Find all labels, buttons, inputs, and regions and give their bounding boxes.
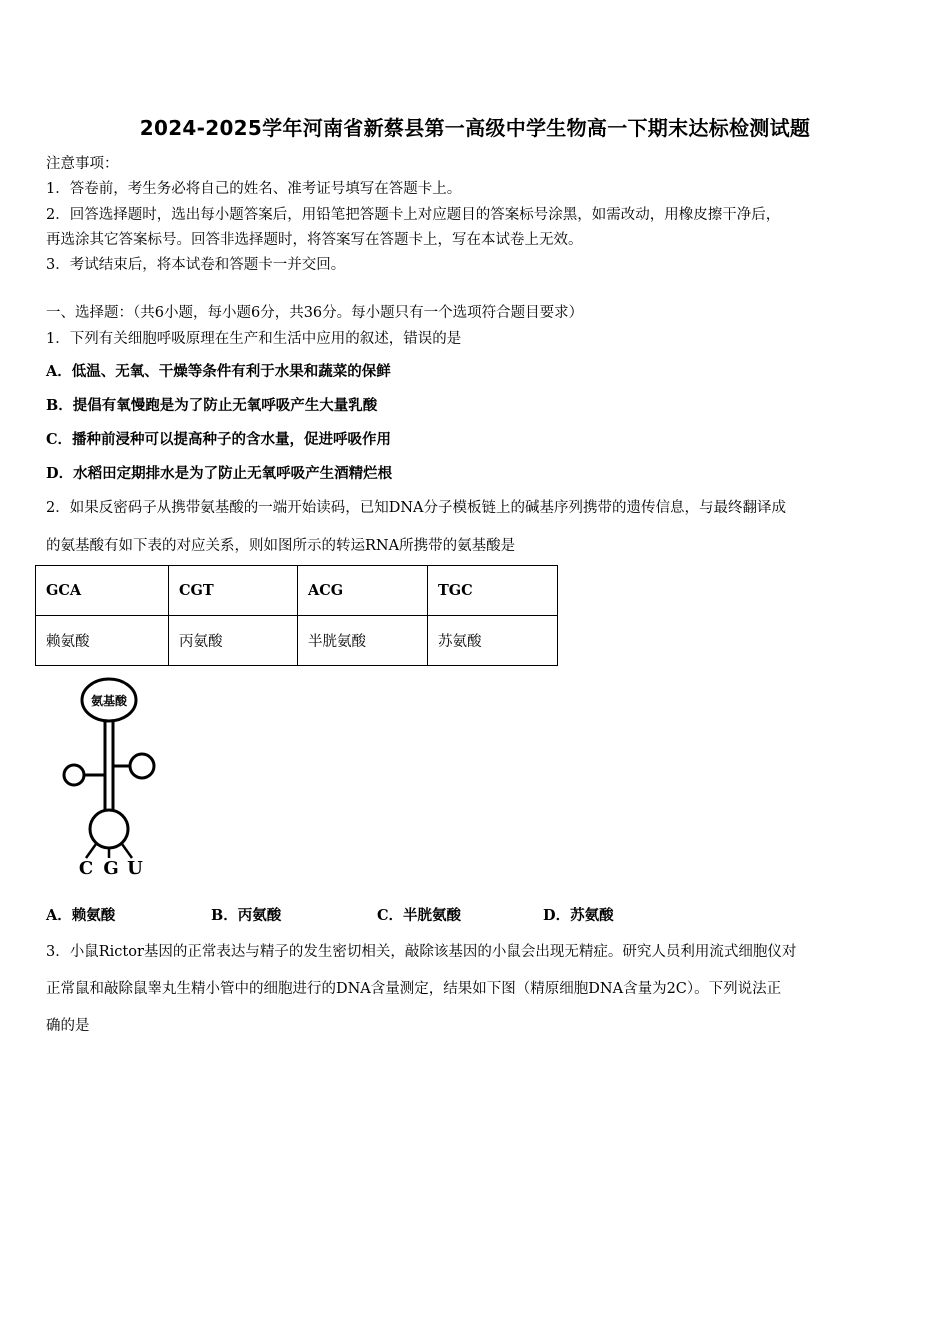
table-cell-amino-acid: 苏氨酸: [428, 616, 558, 666]
trna-left-loop: [64, 765, 84, 785]
question-2-option-a: A．赖氨酸: [46, 907, 116, 924]
amino-acid-label: 氨基酸: [90, 694, 128, 708]
section-heading: 一、选择题：（共6小题，每小题6分，共36分。每小题只有一个选项符合题目要求）: [46, 305, 584, 321]
question-1-stem: 1．下列有关细胞呼吸原理在生产和生活中应用的叙述，错误的是: [46, 331, 462, 347]
question-3-stem-line: 正常鼠和敲除鼠睾丸生精小管中的细胞进行的DNA含量测定，结果如下图（精原细胞DNA含量为2C）。下列说法正: [46, 981, 782, 997]
anticodon-base: U: [127, 858, 143, 879]
anticodon-loop: [90, 810, 128, 848]
question-1-option-c: C．播种前浸种可以提高种子的含水量，促进呼吸作用: [46, 431, 392, 448]
trna-right-loop: [130, 754, 154, 778]
table-cell-amino-acid: 赖氨酸: [36, 616, 169, 666]
question-2-option-b: B．丙氨酸: [211, 907, 282, 924]
anticodon-leg: [86, 844, 96, 858]
anticodon-base: C: [78, 858, 94, 879]
question-2-options: [46, 904, 614, 925]
question-3-stem-line: 确的是: [46, 1018, 90, 1034]
question-1-option-b: B．提倡有氧慢跑是为了防止无氧呼吸产生大量乳酸: [46, 397, 378, 414]
table-cell-codon: CGT: [169, 566, 298, 616]
codon-table: [35, 565, 558, 666]
anticodon-base: G: [103, 858, 119, 879]
notice-item: 2．回答选择题时，选出每小题答案后，用铅笔把答题卡上对应题目的答案标号涂黑，如需改动，用橡皮擦干净后，: [46, 207, 781, 223]
table-cell-amino-acid: 半胱氨酸: [298, 616, 428, 666]
question-3-stem-line: 3．小鼠Rictor基因的正常表达与精子的发生密切相关，敲除该基因的小鼠会出现无精症。研究人员利用流式细胞仪对: [46, 944, 797, 960]
table-row: [36, 616, 558, 666]
table-cell-codon: GCA: [36, 566, 169, 616]
notice-item: 3．考试结束后，将本试卷和答题卡一并交回。: [46, 257, 346, 273]
notice-heading: 注意事项：: [46, 156, 119, 172]
exam-title: 2024-2025学年河南省新蔡县第一高级中学生物高一下期末达标检测试题: [139, 116, 811, 140]
question-2-stem-line: 的氨基酸有如下表的对应关系，则如图所示的转运RNA所携带的氨基酸是: [46, 538, 516, 554]
notice-item: 1．答卷前，考生务必将自己的姓名、准考证号填写在答题卡上。: [46, 181, 462, 197]
question-2-option-d: D．苏氨酸: [543, 907, 614, 924]
question-1-option-a: A．低温、无氧、干燥等条件有利于水果和蔬菜的保鲜: [46, 363, 391, 380]
table-cell-amino-acid: 丙氨酸: [169, 616, 298, 666]
anticodon-leg: [122, 844, 132, 858]
question-1-option-d: D．水稻田定期排水是为了防止无氧呼吸产生酒精烂根: [46, 465, 393, 482]
question-2-option-c: C．半胱氨酸: [377, 907, 462, 924]
question-2-stem-line: 2．如果反密码子从携带氨基酸的一端开始读码，已知DNA分子模板链上的碱基序列携带的遗传信息，与最终翻译成: [46, 500, 787, 516]
table-row: [36, 566, 558, 616]
trna-diagram: [56, 672, 166, 882]
notice-item: 再选涂其它答案标号。回答非选择题时，将答案写在答题卡上，写在本试卷上无效。: [46, 232, 583, 248]
table-cell-codon: TGC: [428, 566, 558, 616]
table-cell-codon: ACG: [298, 566, 428, 616]
